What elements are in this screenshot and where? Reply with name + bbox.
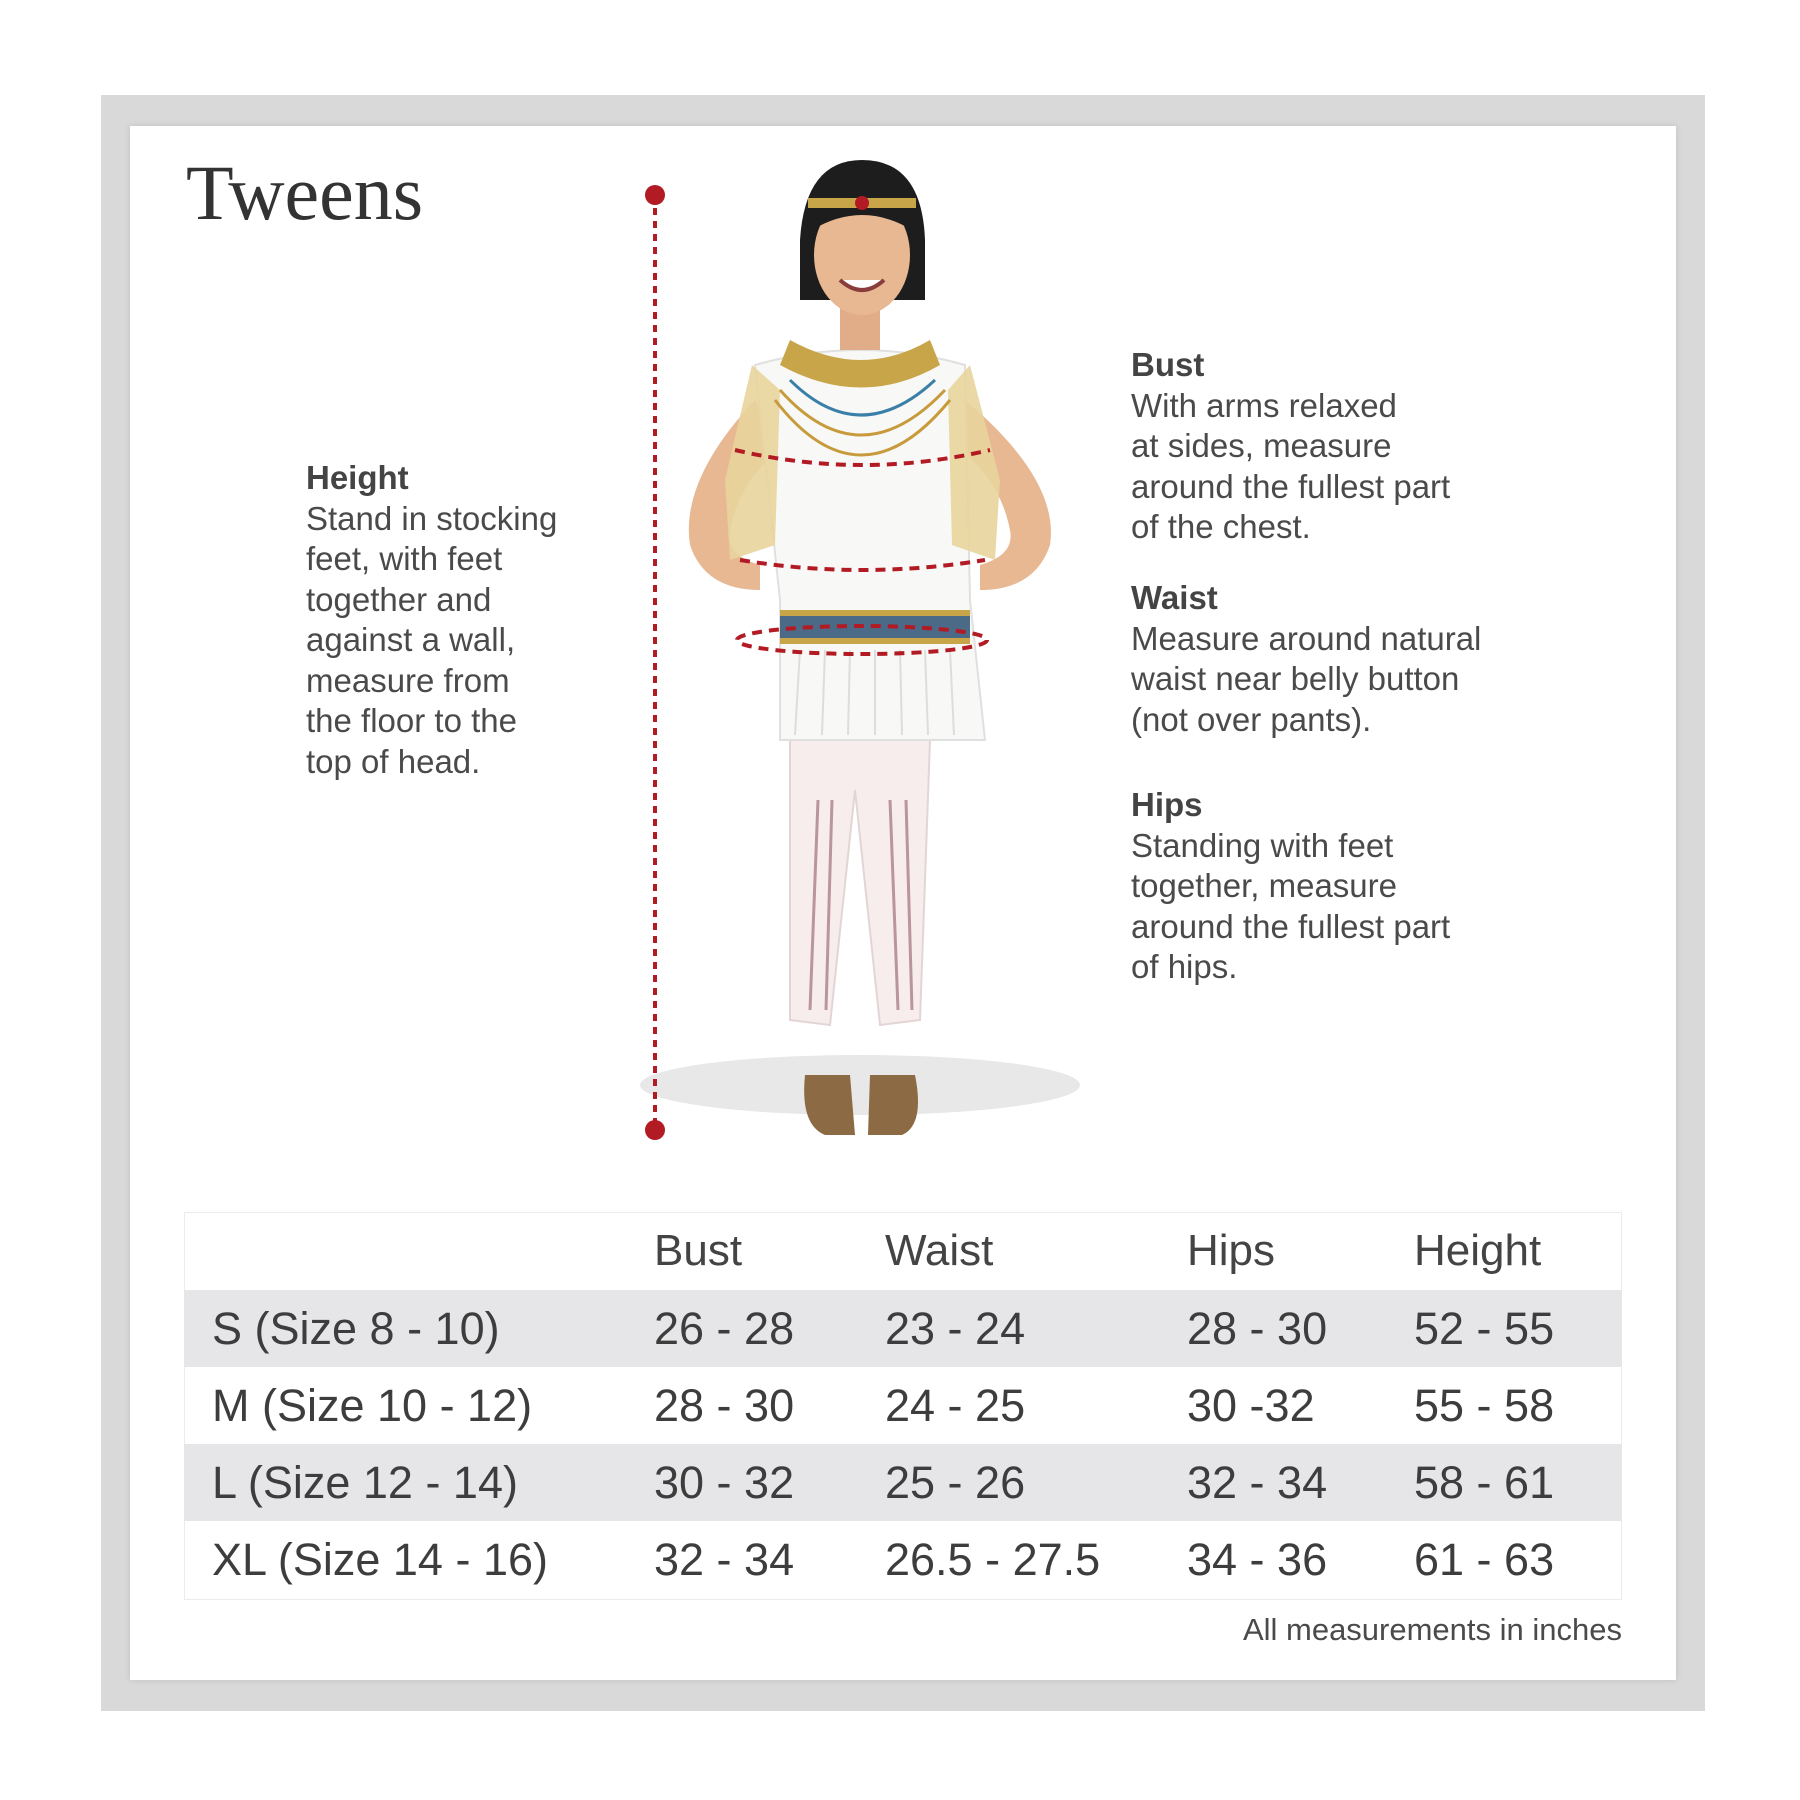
waist-value: 26.5 - 27.5 [885,1533,1101,1585]
waist-instructions [1131,578,1481,740]
waist-value: 23 - 24 [885,1302,1026,1354]
measurement-figure [640,150,1120,1170]
header-hips: Hips [1187,1226,1276,1275]
bust-value: 28 - 30 [654,1379,795,1431]
table-row [184,1444,1622,1521]
page-title: Tweens [186,149,424,236]
height-top-marker [645,185,665,205]
header-waist: Waist [885,1226,994,1275]
waist-heading: Waist [1131,579,1218,616]
cape-right [948,365,1000,560]
height-value: 61 - 63 [1414,1533,1555,1585]
height-bottom-marker [645,1120,665,1140]
bust-heading: Bust [1131,346,1205,383]
hips-text: Standing with feet together, measure around the fullest part of hips. [1131,826,1451,985]
height-value: 58 - 61 [1414,1456,1555,1508]
height-text: Stand in stocking feet, with feet together and against a wall, measure from the floor to the top of head. [306,499,558,780]
table-row [184,1367,1622,1444]
hips-value: 34 - 36 [1187,1533,1328,1585]
units-note: All measurements in inches [1242,1612,1622,1647]
hips-value: 28 - 30 [1187,1302,1328,1354]
waist-value: 24 - 25 [885,1379,1026,1431]
height-value: 52 - 55 [1414,1302,1555,1354]
height-instructions [306,458,557,782]
size-table [184,1212,1622,1598]
height-value: 55 - 58 [1414,1379,1555,1431]
size-label: S (Size 8 - 10) [212,1302,500,1354]
waist-value: 25 - 26 [885,1456,1026,1508]
hips-instructions [1131,785,1450,988]
bust-value: 30 - 32 [654,1456,795,1508]
height-heading: Height [306,459,409,496]
bust-value: 32 - 34 [654,1533,795,1585]
size-label: L (Size 12 - 14) [212,1456,518,1508]
table-row [184,1521,1622,1598]
ground-shadow [640,1055,1080,1115]
table-header-row [184,1212,1622,1290]
bust-value: 26 - 28 [654,1302,795,1354]
hips-value: 30 -32 [1187,1379,1315,1431]
size-label: XL (Size 14 - 16) [212,1533,548,1585]
waist-text: Measure around natural waist near belly button (not over pants). [1131,619,1482,738]
hips-value: 32 - 34 [1187,1456,1328,1508]
size-label: M (Size 10 - 12) [212,1379,533,1431]
bust-instructions [1131,345,1450,548]
bust-text: With arms relaxed at sides, measure around the fullest part of the chest. [1131,386,1451,545]
hips-heading: Hips [1131,786,1203,823]
cape-left [725,365,780,560]
header-bust: Bust [654,1226,743,1275]
header-height: Height [1414,1226,1542,1275]
table-row [184,1290,1622,1367]
